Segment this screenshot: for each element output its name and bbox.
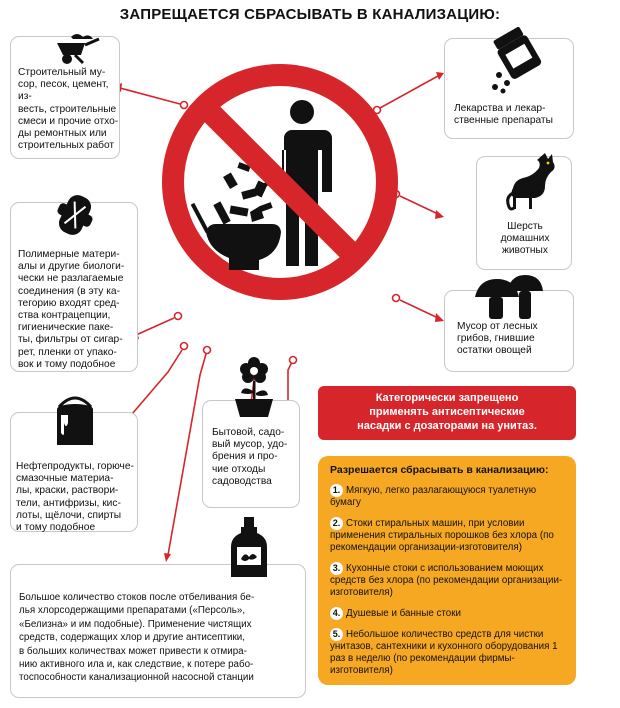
item-number: 5. — [330, 628, 343, 641]
card-line: Строительный му- — [18, 67, 106, 78]
item-text: Стоки стиральных машин, при условии применения стиральных порошков без хлора (по рекомендации организации-изготовителя) — [330, 518, 554, 553]
card-line: брения и про- — [212, 451, 278, 463]
allowed-title: Разрешается сбрасывать в канализацию: — [330, 464, 549, 476]
card-line: нию активного ила и, как следствие, к потере рабо- — [19, 659, 254, 671]
card-line: соединения (в эту ка- — [18, 285, 120, 297]
warning-banner — [318, 386, 576, 440]
card-line: сор, песок, цемент, из- — [18, 79, 109, 103]
item-number: 1. — [330, 484, 343, 497]
card-garden-waste — [202, 400, 300, 508]
card-oil-products — [10, 412, 138, 532]
card-line: Полимерные матери- — [18, 249, 120, 260]
item-text: Мягкую, легко разлагающуюся туалетную бумагу — [330, 485, 537, 508]
card-line: Нефтепродукты, горюче- — [16, 461, 134, 472]
card-line: весть, строительные — [18, 103, 117, 115]
card-line: алы и другие биологи- — [18, 261, 125, 273]
item-text: Душевые и банные стоки — [346, 608, 462, 619]
card-line: чески не разлагаемые — [18, 273, 124, 285]
item-number: 4. — [330, 607, 343, 620]
card-line: гигиенические паке- — [18, 322, 114, 334]
card-line: тегорию входят сред- — [18, 297, 120, 309]
card-line: домашних — [500, 233, 550, 245]
card-line: Шерсть — [507, 221, 543, 232]
card-bleach — [10, 564, 306, 698]
card-mushrooms — [444, 290, 574, 372]
pad-icon — [55, 191, 95, 239]
card-line: вок и тому подобное — [18, 358, 116, 370]
page-title: ЗАПРЕЩАЕТСЯ СБРАСЫВАТЬ В КАНАЛИЗАЦИЮ: — [119, 6, 501, 23]
warning-line: насадки с дозаторами на унитаз. — [357, 420, 537, 432]
card-line: грибов, гнившие — [457, 333, 535, 345]
card-line: строительных работ — [18, 140, 115, 152]
card-line: ства контрацепции, — [18, 310, 111, 322]
allowed-item — [330, 484, 566, 509]
card-line: рет, пленки от упако- — [18, 346, 117, 358]
card-line: чие отходы — [212, 463, 266, 475]
card-line: и тому подобное — [16, 522, 96, 534]
allowed-item — [330, 628, 566, 677]
cat-icon — [499, 147, 559, 211]
warning-line: применять антисептические — [369, 406, 525, 418]
item-text: Небольшое количество средств для чистки унитазов, сантехники и кухонного оборудования 1 раз в неделю (по рекомендации фирмы-изготовителя) — [330, 629, 558, 676]
wheelbarrow-icon — [51, 31, 103, 65]
card-line: Мусор от лесных — [457, 321, 538, 332]
card-line: вый мусор, удо- — [212, 439, 288, 451]
allowed-panel — [318, 456, 576, 685]
card-line: садоводства — [212, 475, 272, 487]
card-line: ды ремонтных или — [18, 128, 107, 140]
card-line: тели, антифризы, кис- — [16, 497, 121, 509]
card-medicine — [444, 38, 574, 139]
card-line: ты, фильтры от сигар- — [18, 334, 123, 346]
card-line: лы, краски, раствори- — [16, 485, 119, 497]
prohibition-sign-icon — [160, 62, 400, 302]
card-line: остатки овощей — [457, 345, 532, 357]
card-line: животных — [502, 245, 548, 257]
allowed-item — [330, 562, 566, 599]
warning-line: Категорически запрещено — [375, 392, 519, 404]
card-line: Большое количество стоков после отбеливания бе- — [19, 592, 255, 603]
flower-pot-icon — [229, 355, 279, 419]
card-line: Бытовой, садо- — [212, 427, 285, 438]
card-line: в больших количествах может привести к отмира- — [19, 645, 247, 657]
card-construction-waste — [10, 36, 120, 159]
allowed-item — [330, 607, 566, 620]
card-line: тоспособности канализационной насосной станции — [19, 672, 254, 684]
card-line: «Белизна» и им подобные). Применение чистящих — [19, 618, 252, 630]
mushroom-icon — [473, 273, 545, 321]
item-text: Кухонные стоки с использованием моющих средств без хлора (по рекомендации организации-изготовителя) — [330, 563, 563, 598]
paint-can-icon — [53, 391, 97, 449]
card-line: смеси и прочие отхо- — [18, 115, 119, 127]
item-number: 2. — [330, 517, 343, 530]
card-line: смазочные материа- — [16, 473, 114, 485]
bleach-bottle-icon — [229, 517, 269, 581]
card-line: ственные препараты — [454, 115, 553, 127]
card-pet-hair — [476, 156, 572, 270]
card-line: средств, содержащих хлор и другие антисептики, — [19, 632, 245, 644]
card-line: Лекарства и лекар- — [454, 103, 546, 114]
card-line: лоты, щёлочи, спирты — [16, 509, 122, 521]
pill-bottle-icon — [487, 25, 547, 95]
card-line: лья хлорсодержащими препаратами («Персоль», — [19, 605, 246, 617]
allowed-item — [330, 517, 566, 554]
item-number: 3. — [330, 562, 343, 575]
card-polymer-materials — [10, 202, 138, 372]
